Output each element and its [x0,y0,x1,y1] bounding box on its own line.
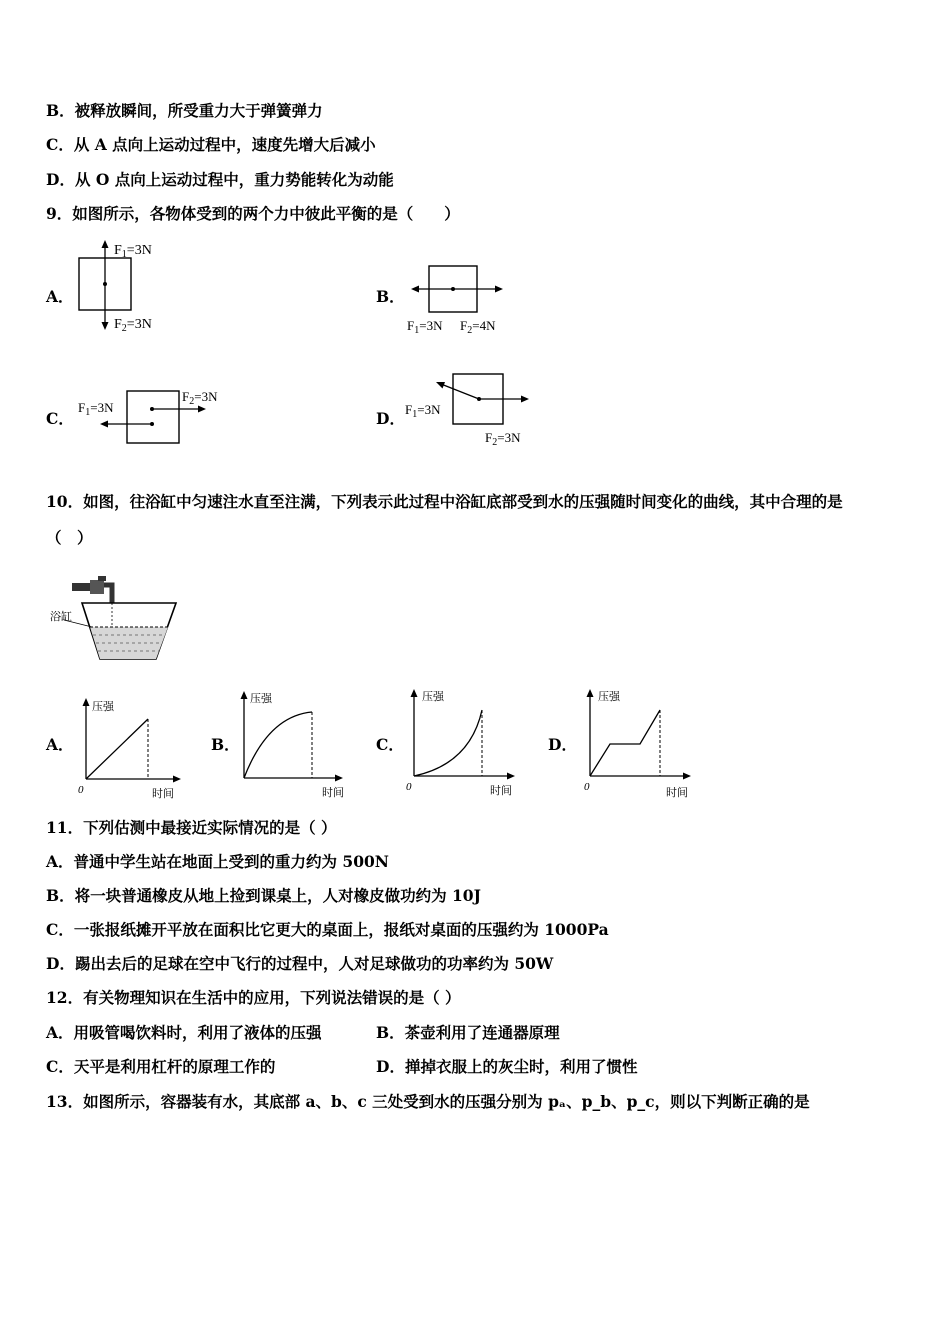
q12-option-b: B．茶壶利用了连通器原理 [376,1023,560,1042]
svg-text:时间: 时间 [152,787,174,800]
q12-option-c: C．天平是利用杠杆的原理工作的 [46,1057,276,1076]
q11-option-a: A．普通中学生站在地面上受到的重力约为 500N [46,852,389,871]
q9-label-c: C． [46,409,74,428]
svg-text:F2=4N: $F_2=4N$ [460,318,496,336]
q8-option-d: D．从 O 点向上运动过程中，重力势能转化为动能 [46,170,394,189]
svg-text:F1=3N: $F_1=3N$ [407,318,443,336]
graph-c [398,684,523,804]
q9-stem: 9．如图所示，各物体受到的两个力中彼此平衡的是（ ） [46,204,460,223]
q12-option-d: D．掸掉衣服上的灰尘时，利用了惯性 [376,1057,638,1076]
svg-text:F2=3N: $F_2=3N$ [182,389,218,407]
q9-figure-b [403,258,523,338]
q9-figure-d [403,370,543,450]
svg-text:F1=3N: $F_1=3N$ [114,243,152,260]
graph-b [228,686,353,804]
q9-figure-c [76,386,236,450]
q13-stem: 13．如图所示，容器装有水，其底部 a、b、c 三处受到水的压强分别为 pₐ、p_b、p_c，则以下判断正确的是 [46,1092,810,1111]
q10-stem-paren: （ ） [46,528,93,547]
q11-option-b: B．将一块普通橡皮从地上捡到课桌上，人对橡皮做功约为 10J [46,886,481,905]
svg-text:0: 0 [406,781,412,793]
svg-text:时间: 时间 [666,786,688,799]
svg-text:压强: 压强 [92,700,114,713]
svg-text:0: 0 [78,784,84,796]
q12-option-a: A．用吸管喝饮料时，利用了液体的压强 [46,1023,322,1042]
svg-text:F1=3N: $F_1=3N$ [78,400,114,418]
graph-a [70,693,190,805]
q9-figure-a [70,236,180,336]
q10-label-c: C． [376,735,404,754]
svg-text:F1=3N: $F_1=3N$ [405,402,441,420]
q8-option-b: B．被释放瞬间，所受重力大于弹簧弹力 [46,101,323,120]
svg-text:时间: 时间 [322,786,344,799]
q10-label-b: B． [211,735,240,754]
svg-text:0: 0 [584,781,590,793]
svg-text:F2=3N: $F_2=3N$ [485,430,521,448]
q9-label-d: D． [376,409,405,428]
svg-text:压强: 压强 [598,690,620,703]
svg-text:时间: 时间 [490,784,512,797]
q9-label-b: B． [376,287,405,306]
q9-label-a: A． [46,287,74,306]
q11-option-d: D．踢出去后的足球在空中飞行的过程中，人对足球做功的功率约为 50W [46,954,554,973]
q10-label-d: D． [548,735,577,754]
q11-stem: 11．下列估测中最接近实际情况的是（ ） [46,818,337,837]
svg-text:压强: 压强 [250,692,272,705]
q10-stem: 10．如图，往浴缸中匀速注水直至注满，下列表示此过程中浴缸底部受到水的压强随时间变化的曲线，其中合理的是 [46,492,843,511]
q12-stem: 12．有关物理知识在生活中的应用，下列说法错误的是（ ） [46,988,461,1007]
q10-label-a: A． [46,735,74,754]
bathtub-figure [46,575,186,667]
graph-d [574,684,699,804]
q8-option-c: C．从 A 点向上运动过程中，速度先增大后减小 [46,135,376,154]
q11-option-c: C．一张报纸摊开平放在面积比它更大的桌面上，报纸对桌面的压强约为 1000Pa [46,920,609,939]
force-symbol: F [114,243,122,258]
bathtub-label: 浴缸 [50,610,72,623]
svg-text:压强: 压强 [422,690,444,703]
svg-text:F2=3N: $F_2=3N$ [114,317,152,334]
